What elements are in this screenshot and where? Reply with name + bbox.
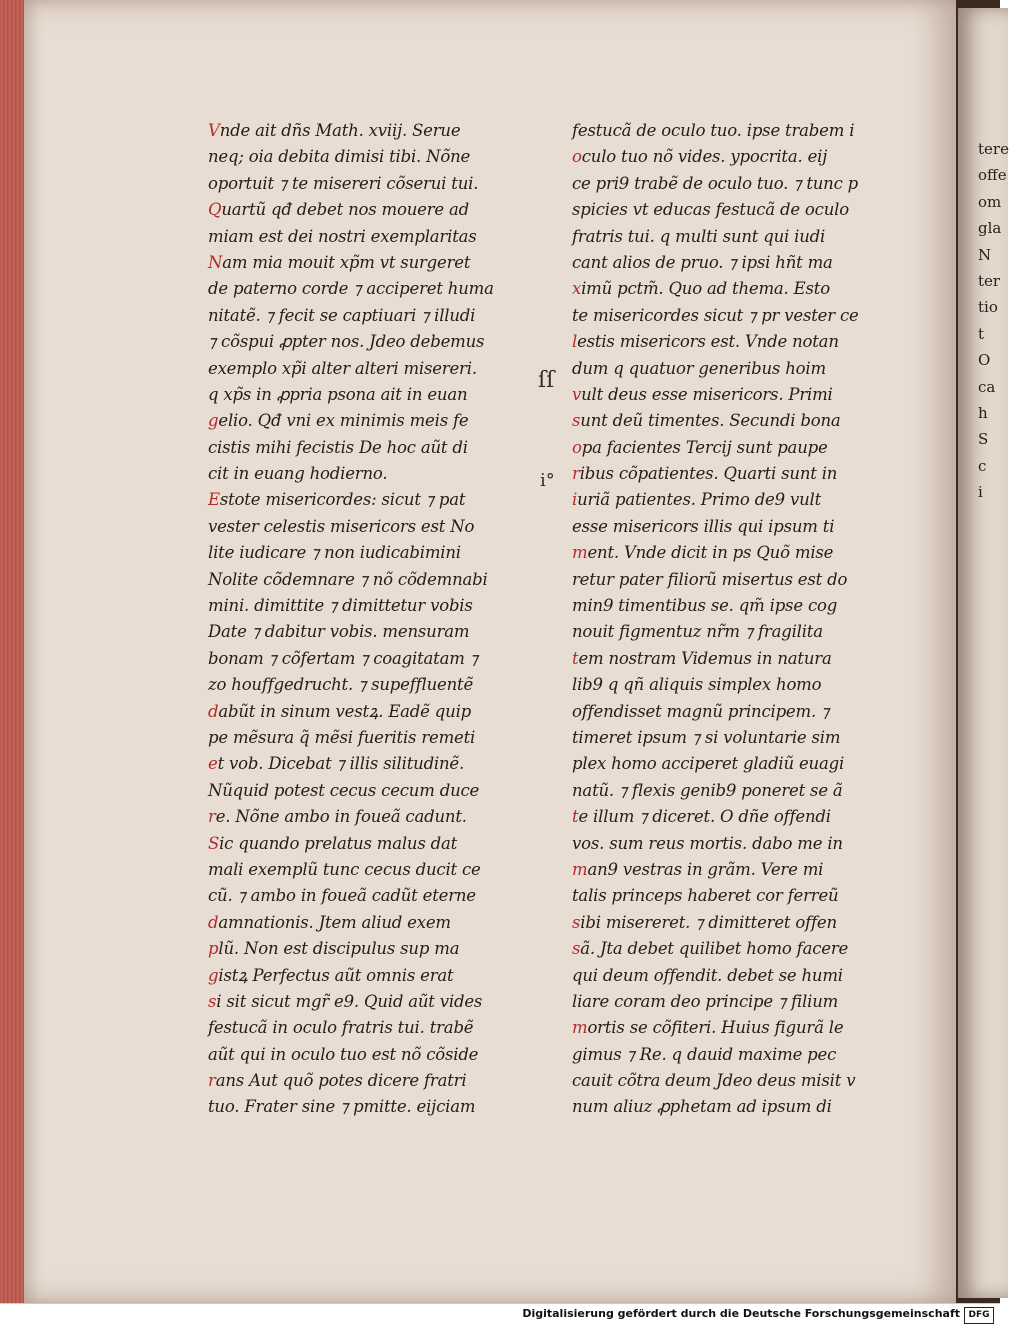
text-line: cistis mihi fecistis De hoc aũt di (208, 437, 468, 457)
text-line: nouit figmentuz nr̃m ⁊ fragilita (572, 622, 823, 642)
text-line: sibi misereret. ⁊ dimitteret offen (572, 912, 837, 932)
text-line: zo houffgedrucht. ⁊ supeffluentẽ (208, 675, 474, 695)
text-line: gimus ⁊ Re. q dauid maxime pec (572, 1044, 837, 1064)
text-line: aũt qui in oculo tuo est nõ cõside (208, 1044, 479, 1064)
text-line: liare coram deo principe ⁊ filium (572, 991, 839, 1011)
text-line: te misericordes sicut ⁊ pr vester ce (572, 305, 859, 325)
text-line: vos. sum reus mortis. dabo me in (572, 833, 843, 853)
text-line: cũ. ⁊ ambo in foueã cadũt eterne (208, 886, 476, 906)
text-line: Sic quando prelatus malus dat (208, 833, 458, 853)
text-line: rans Aut quõ potes dicere fratri (208, 1071, 467, 1091)
margin-mark: ſſ (538, 368, 555, 393)
text-line: gistꝝ Perfectus aũt omnis erat (208, 965, 454, 985)
facing-page-fragment: om (978, 192, 1002, 211)
facing-page-fragment: tere (978, 140, 1009, 158)
text-line: re. Nõne ambo in foueã cadunt. (208, 807, 467, 827)
facing-page-fragment: offe (978, 166, 1007, 185)
facing-page-fragment: ca (978, 377, 996, 396)
text-line: timeret ipsum ⁊ si voluntarie sim (572, 727, 841, 747)
text-line: plũ. Non est discipulus sup ma (208, 939, 460, 959)
text-line: Vnde ait dñs Math. xviij. Serue (208, 121, 461, 140)
text-line: esse misericors illis qui ipsum ti (572, 516, 835, 536)
facing-page-fragment: c (978, 456, 987, 475)
text-line: tem nostram Videmus in natura (572, 648, 832, 668)
facing-page-fragment: N (978, 245, 992, 264)
text-line: q xp̃s in ꝓpria psona ait in euan (208, 384, 468, 404)
text-line: ximũ pctm̃. Quo ad thema. Esto (572, 279, 830, 299)
text-line: oportuit ⁊ te misereri cõserui tui. (208, 173, 479, 193)
text-line: lite iudicare ⁊ non iudicabimini (208, 543, 461, 563)
facing-page-fragment: gla (978, 219, 1002, 238)
facing-page-fragment: S (978, 430, 989, 449)
left-text-column (208, 118, 518, 1121)
text-line: mortis se cõfiteri. Huius figurã le (572, 1018, 844, 1038)
footer-bar (0, 1303, 1000, 1326)
text-line: natũ. ⁊ flexis genib9 poneret se ã (572, 780, 843, 800)
text-line: offendisset magnũ principem. ⁊ (572, 701, 830, 721)
text-line: te illum ⁊ diceret. O dñe offendi (572, 807, 831, 827)
text-line: iuriã patientes. Primo de9 vult (572, 490, 822, 510)
text-line: plex homo acciperet gladiũ euagi (572, 754, 845, 774)
facing-page-edge (958, 8, 1008, 1298)
facing-page-fragment: h (978, 404, 988, 422)
text-line: man9 vestras in grãm. Vere mi (572, 859, 824, 879)
text-line: Nam mia mouit xp̃m vt surgeret (208, 252, 471, 272)
text-line: lestis misericors est. Vnde notan (572, 332, 839, 352)
text-line: dabũt in sinum vestꝝ. Eadẽ quip (208, 701, 472, 721)
book-edge (0, 0, 26, 1303)
text-line: festucã in oculo fratris tui. trabẽ (208, 1018, 474, 1038)
text-line: neq; oia debita dimisi tibi. Nõne (208, 147, 471, 167)
text-line: damnationis. Jtem aliud exem (208, 912, 451, 932)
text-line: bonam ⁊ cõfertam ⁊ coagitatam ⁊ (208, 648, 478, 668)
text-line: exemplo xp̃i alter alteri misereri. (208, 358, 477, 378)
text-line: sunt deũ timentes. Secundi bona (572, 411, 841, 431)
dfg-logo: DFG (964, 1307, 994, 1324)
facing-page-fragment: ter (978, 272, 1001, 290)
text-line: cauit cõtra deum Jdeo deus misit v (572, 1071, 856, 1091)
text-line: mini. dimittite ⁊ dimittetur vobis (208, 596, 473, 616)
text-line: cant alios de pruo. ⁊ ipsi hñt ma (572, 252, 833, 272)
text-line: ⁊ cõspui ꝓpter nos. Jdeo debemus (208, 332, 485, 352)
text-line: Date ⁊ dabitur vobis. mensuram (208, 622, 470, 642)
text-line: lib9 q qñ aliquis simplex homo (572, 675, 822, 695)
text-line: ment. Vnde dicit in ps Quõ mise (572, 543, 834, 563)
text-line: tuo. Frater sine ⁊ pmitte. eijciam (208, 1097, 476, 1117)
text-line: talis princeps haberet cor ferreũ (572, 886, 839, 906)
funding-notice: Digitalisierung gefördert durch die Deutsche Forschungsgemeinschaft (522, 1307, 960, 1320)
facing-page-fragment: i (978, 483, 983, 502)
text-line: si sit sicut mgr̃ e9. Quid aũt vides (208, 991, 483, 1011)
text-line: dum q quatuor generibus hoim (572, 358, 826, 378)
text-line: opa facientes Tercij sunt paupe (572, 437, 828, 457)
right-text-column (572, 118, 884, 1121)
text-line: spicies vt educas festucã de oculo (572, 200, 849, 220)
text-line: ce pri9 trabẽ de oculo tuo. ⁊ tunc p (572, 173, 859, 193)
facing-page-fragment: tio (978, 298, 998, 317)
text-line: gelio. Qđ vni ex minimis meis fe (208, 411, 469, 431)
text-line: min9 timentibus se. qm̃ ipse cog (572, 596, 838, 616)
text-line: oculo tuo nõ vides. ypocrita. eij (572, 147, 828, 167)
text-line: Nolite cõdemnare ⁊ nõ cõdemnabi (208, 569, 488, 589)
text-line: retur pater filiorũ misertus est do (572, 569, 848, 589)
text-line: vult deus esse misericors. Primi (572, 384, 833, 404)
text-line: fratris tui. q multi sunt qui iudi (572, 226, 826, 246)
text-line: Estote misericordes: sicut ⁊ pat (208, 490, 466, 510)
text-line: miam est dei nostri exemplaritas (208, 226, 477, 246)
text-line: ribus cõpatientes. Quarti sunt in (572, 464, 838, 484)
text-line: pe mẽsura q̃ mẽsi fueritis remeti (208, 727, 476, 747)
text-line: mali exemplũ tunc cecus ducit ce (208, 859, 481, 879)
text-line: vester celestis misericors est No (208, 516, 475, 536)
text-line: num aliuz ꝓphetam ad ipsum di (572, 1097, 832, 1117)
text-line: Quartũ qđ debet nos mouere ad (208, 200, 470, 220)
margin-mark: i° (540, 470, 555, 491)
text-line: sã. Jta debet quilibet homo facere (572, 939, 849, 959)
text-line: cit in euang hodierno. (208, 464, 388, 484)
text-line: nitatẽ. ⁊ fecit se captiuari ⁊ illudi (208, 305, 476, 325)
facing-page-fragment: t (978, 324, 985, 343)
text-line: qui deum offendit. debet se humi (572, 965, 843, 985)
text-line: de paterno corde ⁊ acciperet huma (208, 279, 494, 299)
text-line: festucã de oculo tuo. ipse trabem i (572, 121, 855, 140)
text-line: Nũquid potest cecus cecum duce (208, 780, 480, 800)
text-line: et vob. Dicebat ⁊ illis silitudinẽ. (208, 754, 465, 774)
facing-page-fragment: O (978, 351, 991, 370)
